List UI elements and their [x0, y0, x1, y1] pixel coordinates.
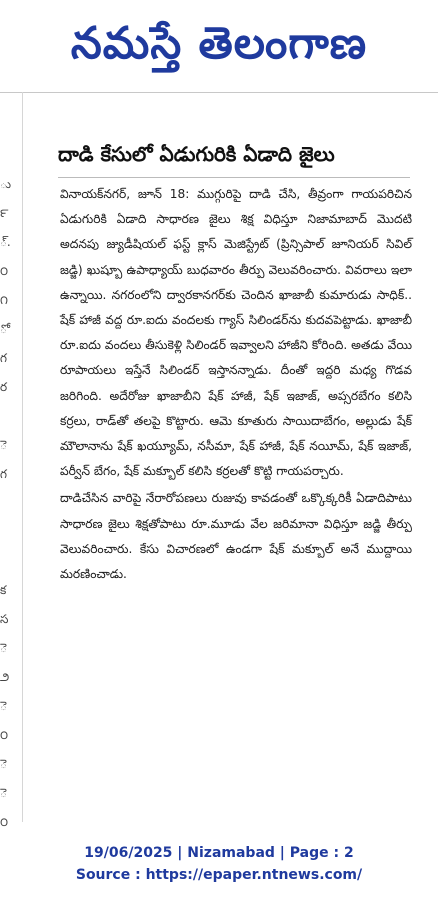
- edition-info: 19/06/2025 | Nizamabad | Page : 2: [84, 845, 354, 861]
- headline-underline: [58, 177, 410, 178]
- source-link[interactable]: Source : https://epaper.ntnews.com/: [75, 867, 363, 883]
- column-divider: [22, 92, 23, 822]
- article-headline: దాడి కేసులో ఏడుగురికి ఏడాది జైలు: [58, 141, 335, 166]
- article-paragraph-2: దాడిచేసిన వారిపై నేరారోపణలు రుజువు కావడంతో ఒక్కొక్కరికీ ఏడాదిపాటు సాధారణ జైలు శిక్షతోపాటు రూ.మూడు వేల జరిమానా విధిస్తూ జడ్జి తీర్పు వెలువరించారు. కేసు విచారణలో ఉండగా షేక్ మక్బూల్ అనే ముద్దాయి మరణించాడు.: [60, 491, 412, 582]
- masthead-title: నమస్తే తెలంగాణ: [70, 18, 368, 69]
- article-paragraph-1: వినాయక్‌నగర్, జూన్ 18: ముగ్గురిపై దాడి చేసి, తీవ్రంగా గాయపరిచిన ఏడుగురికి ఏడాది సాధారణ జైలు శిక్ష విధిస్తూ నిజామాబాద్ మొదటి అదనపు జ్యుడీషియల్ ఫస్ట్ క్లాస్ మెజిస్ట్రేట్ (ప్రిన్సిపాల్ జూనియర్ సివిల్ జడ్జి) ఖుష్బూ ఉపాధ్యాయ్ బుధవారం తీర్పు వెలువరించారు. వివరాలు ఇలా ఉన్నాయి. నగరంలోని ద్వారకానగర్‌కు చెందిన ఖాజాబీ కుమారుడు సాధిక్.. షేక్ హాజీ వద్ద రూ.ఐదు వందలకు గ్యాస్ సిలిండర్‌ను కుదవపెట్టాడు. ఖాజాబీ రూ.ఐదు వందలు తీసుకెళ్లి సిలిండర్ ఇవ్వాలని హాజీని కోరింది. అతడు వేయి రూపాయలు ఇస్తేనే సిలిండర్ ఇస్తానన్నాడు. దీంతో ఇద్దరి మధ్య గొడవ జరిగింది. అదేరోజు ఖాజాబీని షేక్ హాజీ, షేక్ ఇజాజ్, అప్సరబేగం కలిసి కర్రలు, రాడ్‌తో తలపై కొట్టారు. ఆమె కూతురు సాయిదాబేగం, అల్లుడు షేక్ మౌలానాను షేక్ ఖయ్యూమ్, నసీమా, షేక్ హాజీ, షేక్ నయీమ్, షేక్ ఇజాజ్, పర్వీన్ బేగం, షేక్ మక్బూల్ కలిసి కర్రలతో కొట్టి గాయపర్చారు.: [60, 187, 412, 479]
- newspaper-masthead: [0, 0, 438, 88]
- adjacent-column-fragment: ు ౯ ్. ౦ ౧ ో గ ర ె గ క స ె ౨ ె ౦ ె ె ౦: [0, 177, 12, 829]
- masthead-divider: [0, 92, 438, 93]
- clipping-footer: [0, 842, 438, 886]
- article-body: [60, 182, 412, 589]
